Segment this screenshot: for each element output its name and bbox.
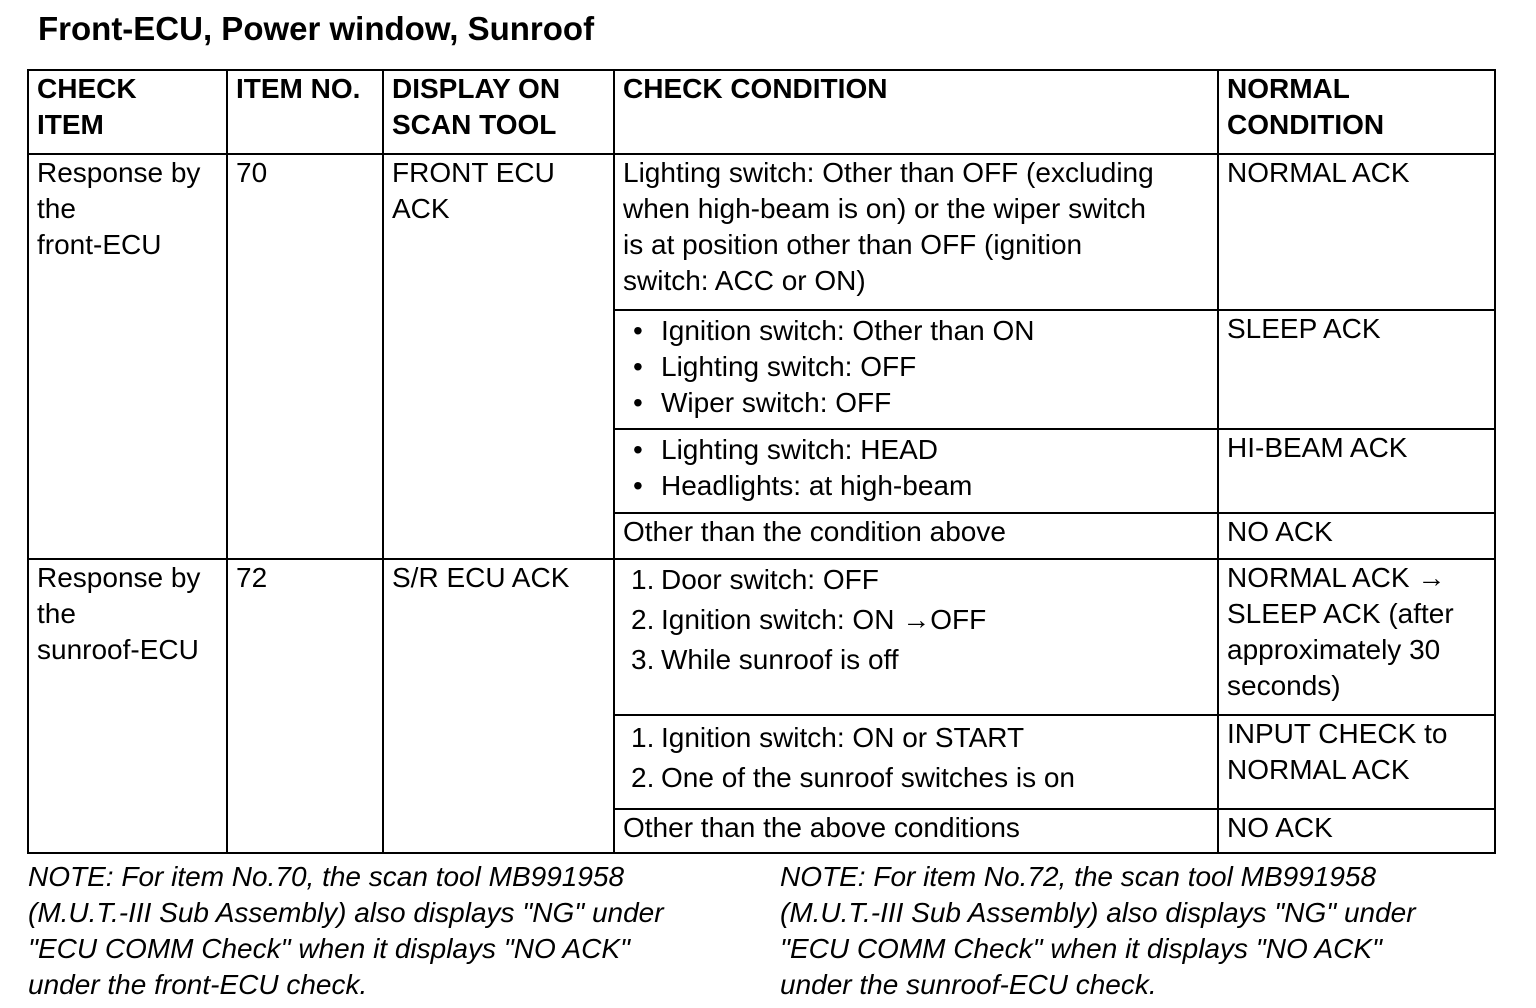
header-normal-condition: NORMAL CONDITION bbox=[1218, 70, 1495, 154]
list-item: 1. Ignition switch: ON or START bbox=[631, 722, 1025, 753]
table-row bbox=[28, 559, 1495, 715]
list-item: 3. While sunroof is off bbox=[631, 644, 899, 675]
check-table bbox=[27, 69, 1496, 854]
condition-cell bbox=[614, 715, 1218, 809]
note-item-72: NOTE: For item No.72, the scan tool MB991958 (M.U.T.-III Sub Assembly) also displays "NG" under "ECU COMM Check" when it displays "NO ACK" under the sunroof-ECU check. bbox=[780, 861, 1416, 1000]
normal-condition-cell: NO ACK bbox=[1218, 809, 1495, 853]
numbered-list bbox=[623, 560, 1211, 680]
list-item: • Lighting switch: HEAD bbox=[633, 434, 939, 465]
condition-cell bbox=[614, 310, 1218, 429]
display-cell: FRONT ECU ACK bbox=[383, 154, 614, 559]
page-title: Front-ECU, Power window, Sunroof bbox=[38, 10, 595, 47]
normal-condition-cell: NORMAL ACK bbox=[1218, 154, 1495, 310]
display-cell: S/R ECU ACK bbox=[383, 559, 614, 853]
normal-condition-cell: HI-BEAM ACK bbox=[1218, 429, 1495, 513]
list-item: • Wiper switch: OFF bbox=[633, 387, 892, 418]
list-item: • Lighting switch: OFF bbox=[633, 351, 917, 382]
normal-condition-cell: INPUT CHECK to NORMAL ACK bbox=[1218, 715, 1495, 809]
normal-condition-cell: SLEEP ACK bbox=[1218, 310, 1495, 429]
check-item-cell: Response by the sunroof-ECU bbox=[28, 559, 227, 853]
list-item: 2. Ignition switch: ON →OFF bbox=[631, 604, 987, 635]
table-row bbox=[28, 154, 1495, 310]
bullet-list bbox=[623, 432, 1211, 504]
check-item-cell: Response by the front-ECU bbox=[28, 154, 227, 559]
condition-cell: Lighting switch: Other than OFF (excluding when high-beam is on) or the wiper switch is at position other than OFF (ignition switch: ACC or ON) bbox=[614, 154, 1218, 310]
item-no-cell: 72 bbox=[227, 559, 383, 853]
header-check-condition: CHECK CONDITION bbox=[614, 70, 1218, 154]
condition-cell bbox=[614, 429, 1218, 513]
header-display: DISPLAY ON SCAN TOOL bbox=[383, 70, 614, 154]
note-item-70: NOTE: For item No.70, the scan tool MB991958 (M.U.T.-III Sub Assembly) also displays "NG" under "ECU COMM Check" when it displays "NO ACK" under the front-ECU check. bbox=[28, 861, 664, 1000]
header-row bbox=[28, 70, 1495, 154]
list-item: • Headlights: at high-beam bbox=[633, 470, 973, 501]
normal-condition-cell: NORMAL ACK → SLEEP ACK (after approximately 30 seconds) bbox=[1218, 559, 1495, 715]
normal-condition-cell: NO ACK bbox=[1218, 513, 1495, 559]
list-item: 2. One of the sunroof switches is on bbox=[631, 762, 1075, 793]
condition-cell bbox=[614, 559, 1218, 715]
condition-cell: Other than the above conditions bbox=[614, 809, 1218, 853]
numbered-list bbox=[623, 718, 1211, 798]
list-item: 1. Door switch: OFF bbox=[631, 564, 879, 595]
condition-cell: Other than the condition above bbox=[614, 513, 1218, 559]
list-item: • Ignition switch: Other than ON bbox=[633, 315, 1035, 346]
bullet-list bbox=[623, 313, 1211, 421]
header-check-item: CHECK ITEM bbox=[28, 70, 227, 154]
item-no-cell: 70 bbox=[227, 154, 383, 559]
header-item-no: ITEM NO. bbox=[227, 70, 383, 154]
